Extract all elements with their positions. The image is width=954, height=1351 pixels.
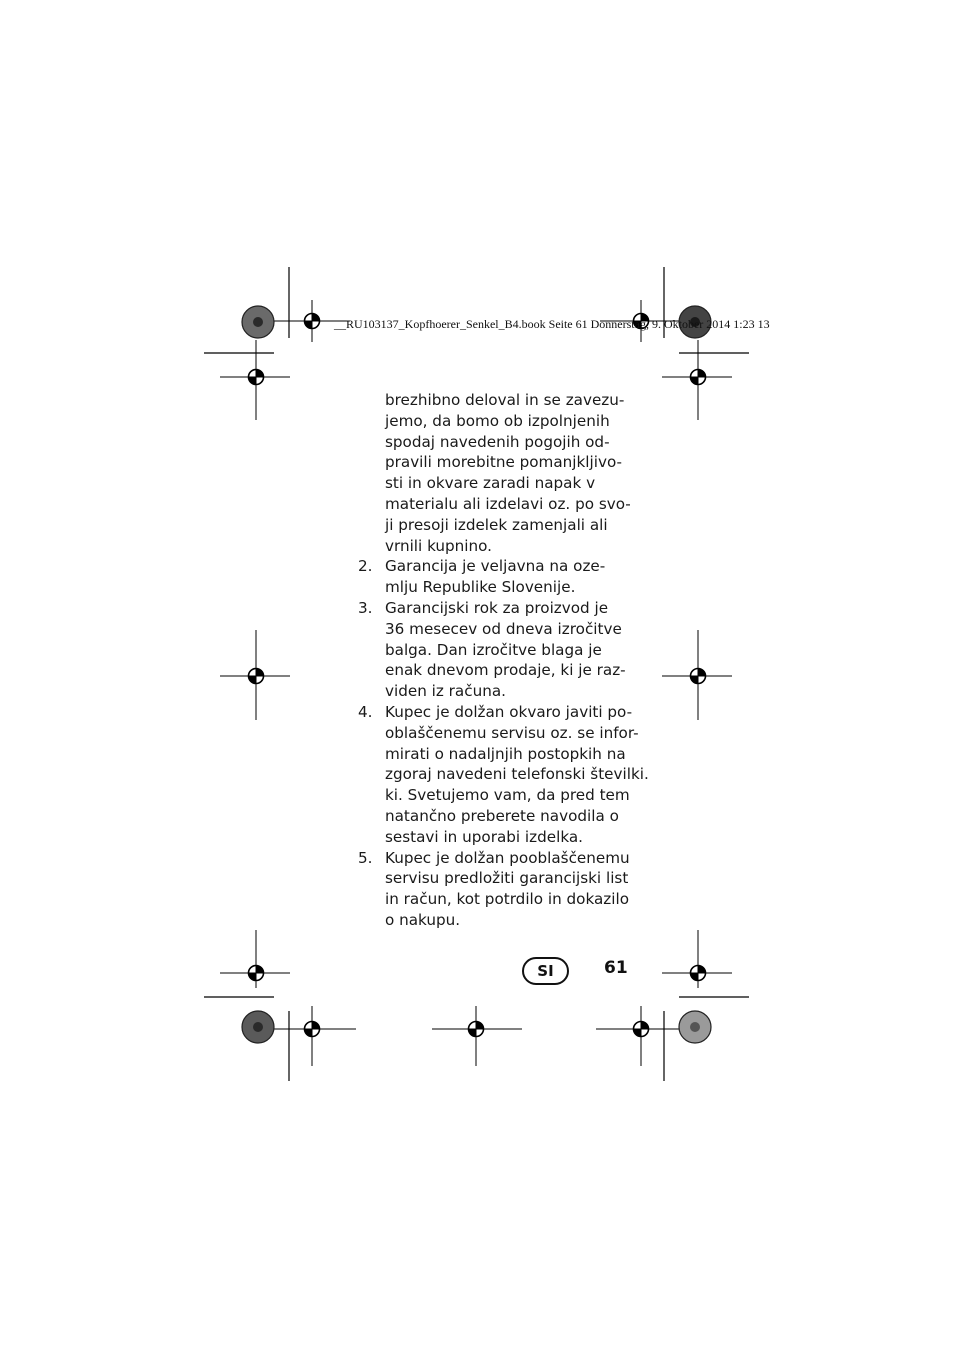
calibration-circle [242, 1011, 274, 1043]
text-line: vrnili kupnino. [385, 536, 492, 555]
text-line: jemo, da bomo ob izpolnjenih [385, 411, 610, 430]
list-item-number: 4. [358, 702, 373, 721]
intro-paragraph [358, 390, 638, 556]
text-line: balga. Dan izročitve blaga je [385, 640, 602, 659]
text-line: ki. Svetujemo vam, da pred tem [385, 786, 630, 805]
text-line: zgoraj navedeni telefonski številki. [385, 765, 649, 784]
list-item-number: 3. [358, 598, 373, 617]
text-line: pravili morebitne pomanjkljivo- [385, 453, 622, 472]
text-line: mirati o nadaljnjih postopkih na [385, 744, 626, 763]
text-line: sestavi in uporabi izdelka. [385, 827, 583, 846]
list-item [358, 598, 638, 702]
crosshair-mark [270, 1006, 356, 1066]
list-item-number: 5. [358, 848, 373, 867]
crosshair-mark [596, 1006, 680, 1066]
text-line: o nakupu. [385, 910, 461, 929]
crosshair-mark [220, 930, 290, 988]
text-line: viden iz računa. [385, 682, 506, 701]
crosshair-mark [220, 630, 290, 720]
list-item [358, 848, 638, 931]
text-line: oblaščenemu servisu oz. se infor- [385, 723, 639, 742]
text-line: servisu predložiti garancijski list [385, 869, 629, 888]
text-line: ji presoji izdelek zamenjali ali [385, 515, 608, 534]
list-item [358, 556, 638, 598]
text-line: Kupec je dolžan okvaro javiti po- [385, 702, 633, 721]
list-item-number: 2. [358, 557, 373, 576]
text-line: Garancijski rok za proizvod je [385, 598, 609, 617]
print-file-info: __RU103137_Kopfhoerer_Senkel_B4.book Seite 61 Donnerstag, 9. Oktober 2014 1:23 13 [334, 317, 770, 331]
crosshair-mark [220, 340, 290, 420]
page-number: 61 [604, 958, 628, 978]
text-line: in račun, kot potrdilo in dokazilo [385, 890, 630, 909]
crosshair-mark [432, 1006, 522, 1066]
text-line: sti in okvare zaradi napak v [385, 474, 596, 493]
text-line: enak dnevom prodaje, ki je raz- [385, 661, 626, 680]
crosshair-mark [662, 930, 732, 988]
text-line: Garancija je veljavna na oze- [385, 557, 606, 576]
text-line: mlju Republike Slovenije. [385, 578, 576, 597]
text-line: brezhibno deloval in se zavezu- [385, 391, 625, 409]
text-line: materialu ali izdelavi oz. po svo- [385, 494, 631, 513]
list-item [358, 702, 649, 848]
calibration-circle [242, 306, 274, 338]
language-badge: SI [522, 957, 569, 985]
text-line: Kupec je dolžan pooblaščenemu [385, 848, 630, 867]
text-line: natančno preberete navodila o [385, 806, 619, 825]
calibration-circle [679, 1011, 711, 1043]
crosshair-mark [662, 340, 732, 420]
crosshair-mark [662, 630, 732, 720]
text-line: 36 mesecev od dneva izročitve [385, 619, 622, 638]
warranty-text [358, 390, 649, 931]
text-line: spodaj navedenih pogojih od- [385, 432, 610, 451]
